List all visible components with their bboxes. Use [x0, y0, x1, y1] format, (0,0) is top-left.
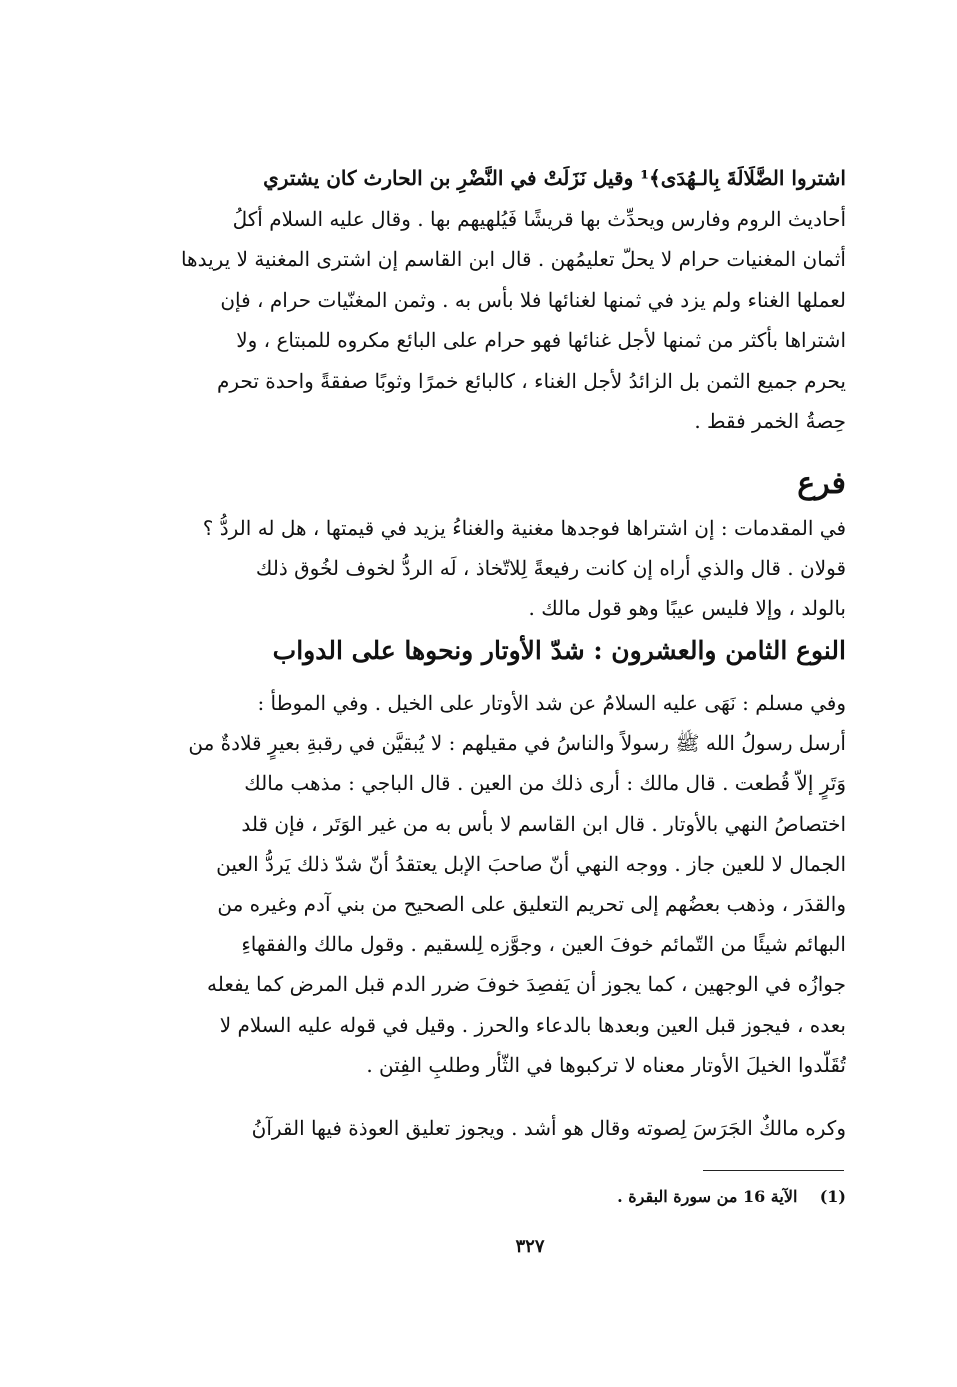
- paragraph-3: [170, 683, 846, 1085]
- text-line: البهائم شيئًا من التّمائم خوفَ العين ، وجوَّزه لِلسقيم . وقول مالك والفقهاءِ: [241, 932, 846, 957]
- text-line: اختصاصُ النهي بالأوتار . قال ابن القاسم لا بأس به من غير الوَتَر ، فإن قلد: [241, 811, 846, 836]
- footnote-marker: (1): [819, 1187, 846, 1206]
- text-line: بالولد ، وإلا فليس عيبًا وهو قول مالك .: [528, 596, 846, 620]
- text-line: أحاديث الروم وفارس ويحدِّث بها قريشًا فَيُلهيهم بها . وقال عليه السلام أكلُ: [232, 206, 846, 231]
- text-line: تُقَلّدوا الخيلَ الأوتار معناه لا تركبوها في الثّأر وطلبِ الفِتن .: [366, 1052, 846, 1077]
- text-line: حِصةُ الخمر فقط .: [694, 409, 846, 433]
- text-line: اشتروا الضَّلَالَةَ بِالـهُدَى﴾¹ وقيل نَزَلَتْ في النَّضْرِ بن الحارث كان يشتري: [263, 166, 846, 190]
- text-line: وَتَرٍ إلاّ قُطعت . قال مالك : أرى ذلك من العين . قال الباجي : مذهب مالك: [244, 771, 846, 796]
- text-line: يحرم جميع الثمن بل الزائدُ لأجل الغناء ، كالبائع خمرًا وثوبًا صفقةً واحدة تحرم: [216, 368, 846, 393]
- text-line: وفي مسلم : نَهَى عليه السلامُ عن شد الأوتار على الخيل . وفي الموطأ :: [257, 691, 846, 715]
- text-line: قولان . قال والذي أراه إن كانت رفيعةً لِلاتّخاذ ، لَه الردُّ لخوف لخُوق ذلك: [255, 556, 846, 580]
- footnote-divider: [703, 1170, 844, 1171]
- text-line: والقدَر ، وذهب بعضُهم إلى تحريم التعليق على الصحيح من بني آدم وغيره من: [217, 892, 846, 917]
- section-heading-fara: فرع: [797, 466, 846, 501]
- text-line: أرسل رسولُ الله ﷺ رسولاً والناسُ في مقيلهم : لا يُبقيَّن في رقبةِ بعيرٍ قلادةٌ من: [188, 731, 846, 756]
- text-line: الجمال لا للعين جاز . ووجه النهي أنّ صاحبَ الإبل يعتقدُ أنّ شدّ ذلك يَردُّ العين: [216, 851, 846, 876]
- paragraph-4: [170, 1108, 846, 1148]
- text-line: اشتراها بأكثر من ثمنها لأجل غنائها فهو حرام على البائع مكروه للمبتاع ، ولا: [236, 328, 846, 352]
- text-line: لعملها الغناء ولم يزد في ثمنها لغنائها فلا بأس به . وثمن المغنّيات حرام ، فإن: [220, 287, 846, 312]
- text-line: في المقدمات : إن اشتراها فوجدها مغنية والغناءُ يزيد في قيمتها ، هل له الردُّ ؟: [202, 516, 846, 540]
- paragraph-1: [170, 158, 846, 442]
- text-line: وكره مالكٌ الجَرَسَ لِصوته وقال هو أشد . ويجوز تعليق العوذة فيها القرآنُ: [251, 1116, 846, 1140]
- paragraph-2: [170, 508, 846, 628]
- text-line: بعده ، فيجوز قبل العين وبعدها بالدعاء والحرز . وقيل في قوله عليه السلام لا: [219, 1012, 846, 1037]
- page-number: ٣٢٧: [515, 1236, 545, 1257]
- text-line: جوازُه في الوجهين ، كما يجوز أن يَفصِدَ خوفَ ضرر الدم قبل المرض كما يفعله: [207, 972, 846, 997]
- text-line: أثمان المغنيات حرام لا يحلّ تعليمُهن . قال ابن القاسم إن اشترى المغنية لا يريدها: [180, 247, 846, 271]
- footnote-text: الآية 16 من سورة البقرة .: [617, 1187, 798, 1206]
- chapter-heading: النوع الثامن والعشرون : شدّ الأوتار ونحوها على الدواب: [272, 636, 846, 665]
- footnote: [560, 1184, 846, 1210]
